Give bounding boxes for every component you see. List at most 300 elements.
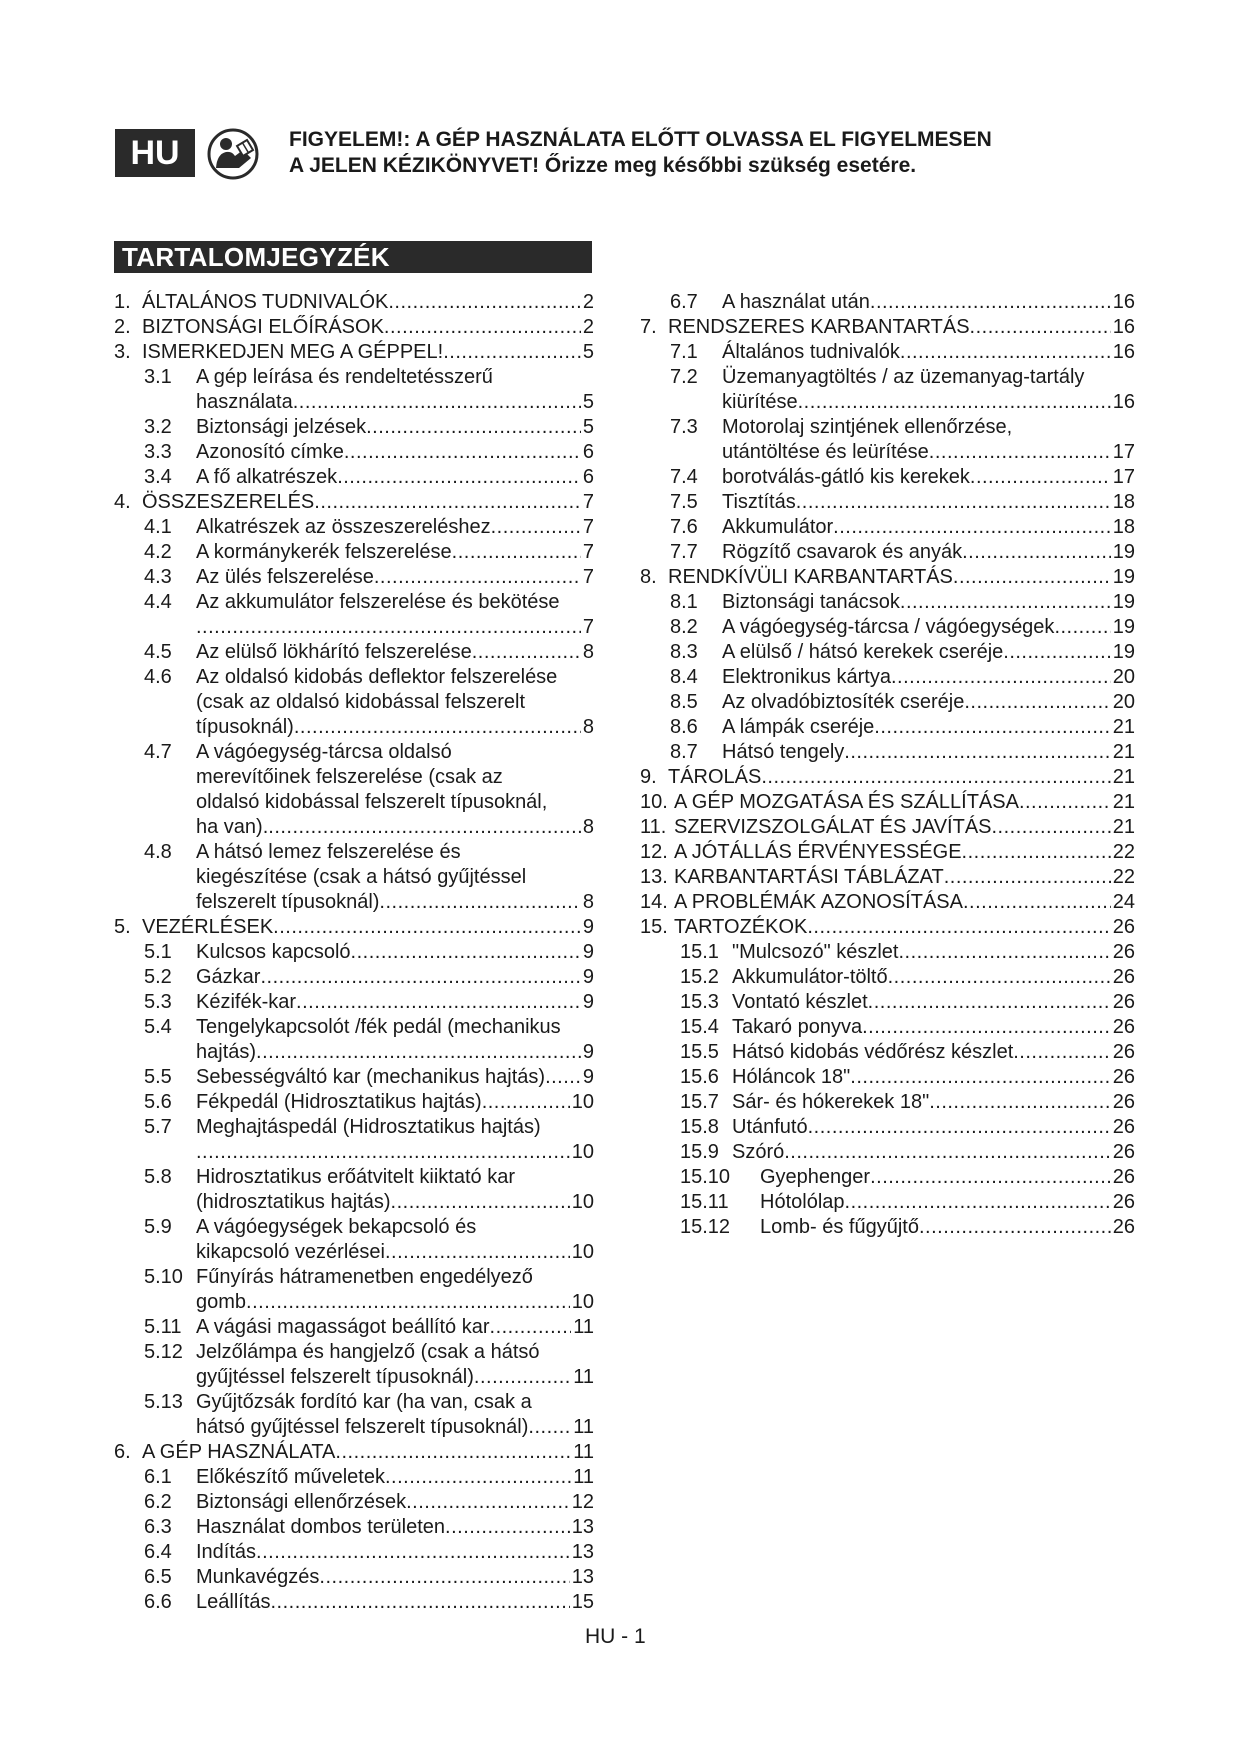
toc-entry-title: RENDSZERES KARBANTARTÁS bbox=[668, 316, 970, 338]
toc-entry[interactable] bbox=[114, 415, 594, 440]
toc-entry-line bbox=[680, 990, 1135, 1015]
toc-entry[interactable] bbox=[640, 840, 1135, 865]
toc-entry[interactable] bbox=[640, 1040, 1135, 1065]
toc-leader-dots bbox=[874, 715, 1110, 740]
toc-entry-title: Használat dombos területen bbox=[196, 1516, 446, 1538]
toc-entry-number: 15.2 bbox=[680, 966, 719, 988]
toc-entry-number: 3.4 bbox=[144, 466, 172, 488]
toc-entry-line bbox=[670, 340, 1135, 365]
toc-entry-number: 6.4 bbox=[144, 1541, 172, 1563]
toc-leader-dots bbox=[385, 1240, 570, 1265]
toc-entry[interactable] bbox=[114, 1315, 594, 1340]
toc-entry-page: 12 bbox=[571, 1491, 594, 1513]
toc-entry-line bbox=[114, 340, 594, 365]
toc-entry-title: Motorolaj szintjének ellenőrzése, bbox=[722, 416, 1013, 438]
toc-entry-line bbox=[144, 1140, 594, 1165]
toc-entry-number: 10. bbox=[640, 791, 668, 813]
toc-leader-dots bbox=[970, 315, 1111, 340]
toc-entry-page: 19 bbox=[1112, 641, 1135, 663]
toc-entry-title: Biztonsági tanácsok bbox=[722, 591, 900, 613]
toc-entry[interactable] bbox=[640, 665, 1135, 690]
toc-leader-dots bbox=[294, 715, 581, 740]
toc-entry-line bbox=[144, 1390, 594, 1415]
toc-entry-line bbox=[144, 390, 594, 415]
toc-entry-line bbox=[144, 1515, 594, 1540]
toc-leader-dots bbox=[862, 1015, 1111, 1040]
toc-entry[interactable] bbox=[640, 865, 1135, 890]
toc-entry-line bbox=[144, 1365, 594, 1390]
toc-entry-title: Biztonsági ellenőrzések bbox=[196, 1491, 407, 1513]
toc-entry-page: 18 bbox=[1112, 491, 1135, 513]
toc-leader-dots bbox=[970, 465, 1111, 490]
toc-entry-number: 5.2 bbox=[144, 966, 172, 988]
toc-entry-title: Azonosító címke bbox=[196, 441, 344, 463]
toc-entry[interactable] bbox=[640, 715, 1135, 740]
toc-entry[interactable] bbox=[114, 915, 594, 940]
toc-entry-page: 16 bbox=[1112, 291, 1135, 313]
toc-entry-title: Alkatrészek az összeszereléshez bbox=[196, 516, 491, 538]
toc-entry[interactable] bbox=[114, 315, 594, 340]
toc-leader-dots bbox=[491, 515, 581, 540]
toc-leader-dots bbox=[870, 1165, 1111, 1190]
toc-leader-dots bbox=[845, 1190, 1111, 1215]
toc-entry-page: 9 bbox=[582, 991, 594, 1013]
toc-entry-number: 7.5 bbox=[670, 491, 698, 513]
toc-entry-number: 6.3 bbox=[144, 1516, 172, 1538]
toc-entry-number: 3.3 bbox=[144, 441, 172, 463]
toc-entry-page: 9 bbox=[582, 941, 594, 963]
toc-leader-dots bbox=[482, 1090, 570, 1115]
toc-entry-line bbox=[680, 1040, 1135, 1065]
toc-entry[interactable] bbox=[640, 1090, 1135, 1115]
toc-entry[interactable] bbox=[114, 1565, 594, 1590]
toc-entry-line bbox=[670, 415, 1135, 440]
toc-entry[interactable] bbox=[114, 565, 594, 590]
toc-entry-title: Elektronikus kártya bbox=[722, 666, 891, 688]
toc-entry-line bbox=[144, 1190, 594, 1215]
toc-leader-dots bbox=[898, 940, 1110, 965]
toc-entry-continuation: gomb bbox=[196, 1291, 247, 1313]
toc-entry[interactable] bbox=[640, 515, 1135, 540]
toc-entry-line bbox=[144, 365, 594, 390]
toc-leader-dots bbox=[271, 1590, 570, 1615]
toc-leader-dots bbox=[379, 890, 580, 915]
toc-entry-number: 8.6 bbox=[670, 716, 698, 738]
toc-leader-dots bbox=[784, 1140, 1111, 1165]
toc-entry-page: 10 bbox=[571, 1191, 594, 1213]
toc-leader-dots bbox=[844, 740, 1110, 765]
toc-entry-page: 8 bbox=[582, 716, 594, 738]
toc-entry-line bbox=[670, 615, 1135, 640]
toc-entry[interactable] bbox=[114, 640, 594, 665]
toc-entry-line bbox=[144, 615, 594, 640]
toc-entry-number: 4.7 bbox=[144, 741, 172, 763]
toc-entry[interactable] bbox=[114, 1515, 594, 1540]
toc-entry-title: Az ülés felszerelése bbox=[196, 566, 374, 588]
toc-entry[interactable] bbox=[114, 1065, 594, 1090]
toc-entry-title: A elülső / hátsó kerekek cseréje bbox=[722, 641, 1004, 663]
toc-entry-page: 11 bbox=[573, 1316, 594, 1338]
toc-entry-page: 9 bbox=[582, 1066, 594, 1088]
toc-leader-dots bbox=[888, 965, 1111, 990]
toc-entry-number: 8.5 bbox=[670, 691, 698, 713]
toc-leader-dots bbox=[963, 890, 1111, 915]
toc-entry-page: 7 bbox=[582, 491, 594, 513]
toc-entry-title: Sebességváltó kar (mechanikus hajtás) bbox=[196, 1066, 546, 1088]
toc-entry[interactable] bbox=[114, 365, 594, 415]
toc-entry-line bbox=[670, 540, 1135, 565]
toc-entry[interactable] bbox=[640, 340, 1135, 365]
toc-leader-dots bbox=[891, 665, 1111, 690]
toc-entry-page: 16 bbox=[1112, 316, 1135, 338]
toc-entry-number: 15.12 bbox=[680, 1216, 731, 1238]
toc-entry-page: 22 bbox=[1112, 866, 1135, 888]
toc-entry[interactable] bbox=[114, 1165, 594, 1215]
toc-entry[interactable] bbox=[114, 1015, 594, 1065]
toc-entry-number: 4. bbox=[114, 491, 131, 513]
toc-entry-title: Hátsó tengely bbox=[722, 741, 845, 763]
toc-entry-number: 3. bbox=[114, 341, 131, 363]
toc-entry[interactable] bbox=[640, 465, 1135, 490]
toc-leader-dots bbox=[246, 1290, 570, 1315]
toc-entry-title: A PROBLÉMÁK AZONOSÍTÁSA bbox=[674, 891, 963, 913]
toc-entry-title: A lámpák cseréje bbox=[722, 716, 875, 738]
toc-entry-line bbox=[670, 390, 1135, 415]
toc-entry[interactable] bbox=[114, 1465, 594, 1490]
toc-entry-number: 6.6 bbox=[144, 1591, 172, 1613]
toc-leader-dots bbox=[944, 865, 1111, 890]
toc-entry-title: Kézifék-kar bbox=[196, 991, 297, 1013]
toc-entry-title: Hóláncok 18" bbox=[732, 1066, 851, 1088]
toc-entry-title: Hótolólap bbox=[760, 1191, 845, 1213]
toc-entry-page: 5 bbox=[582, 391, 594, 413]
toc-entry-page: 26 bbox=[1112, 1141, 1135, 1163]
toc-entry-line bbox=[144, 465, 594, 490]
toc-entry[interactable] bbox=[114, 965, 594, 990]
toc-entry[interactable] bbox=[114, 1590, 594, 1615]
toc-entry[interactable] bbox=[114, 1215, 594, 1265]
toc-leader-dots bbox=[319, 1565, 569, 1590]
toc-entry-line bbox=[144, 1065, 594, 1090]
toc-entry-line bbox=[144, 990, 594, 1015]
toc-entry[interactable] bbox=[640, 290, 1135, 315]
toc-entry-continuation: (hidrosztatikus hajtás) bbox=[196, 1191, 391, 1213]
toc-entry-title: KARBANTARTÁSI TÁBLÁZAT bbox=[674, 866, 944, 888]
toc-entry[interactable] bbox=[640, 615, 1135, 640]
toc-entry-number: 4.1 bbox=[144, 516, 172, 538]
toc-entry-number: 15.3 bbox=[680, 991, 719, 1013]
toc-entry-page: 26 bbox=[1112, 1216, 1135, 1238]
toc-entry[interactable] bbox=[640, 690, 1135, 715]
toc-entry-page: 26 bbox=[1112, 1091, 1135, 1113]
toc-entry-title: Fékpedál (Hidrosztatikus hajtás) bbox=[196, 1091, 482, 1113]
toc-entry-number: 5.7 bbox=[144, 1116, 172, 1138]
toc-entry[interactable] bbox=[114, 540, 594, 565]
toc-entry[interactable] bbox=[640, 940, 1135, 965]
toc-entry[interactable] bbox=[640, 1165, 1135, 1190]
toc-entry[interactable] bbox=[114, 1540, 594, 1565]
toc-entry[interactable] bbox=[640, 540, 1135, 565]
toc-entry-number: 7.6 bbox=[670, 516, 698, 538]
toc-entry-number: 8.1 bbox=[670, 591, 698, 613]
toc-entry[interactable] bbox=[114, 740, 594, 840]
toc-leader-dots bbox=[962, 540, 1111, 565]
toc-entry-number: 4.8 bbox=[144, 841, 172, 863]
toc-entry-page: 5 bbox=[582, 341, 594, 363]
toc-entry-line bbox=[144, 1215, 594, 1240]
toc-entry-number: 6.5 bbox=[144, 1566, 172, 1588]
toc-entry-page: 10 bbox=[571, 1091, 594, 1113]
toc-leader-dots bbox=[1054, 615, 1110, 640]
toc-entry-title: Az akkumulátor felszerelése és bekötése bbox=[196, 591, 560, 613]
toc-leader-dots bbox=[474, 1365, 571, 1390]
toc-leader-dots bbox=[490, 1315, 572, 1340]
warning-line-1: FIGYELEM!: A GÉP HASZNÁLATA ELŐTT OLVASSA EL FIGYELMESEN bbox=[289, 128, 992, 151]
toc-entry[interactable] bbox=[640, 365, 1135, 415]
toc-entry-title: A gép leírása és rendeltetésszerű bbox=[196, 366, 493, 388]
toc-entry-line bbox=[144, 1040, 594, 1065]
toc-entry[interactable] bbox=[640, 640, 1135, 665]
toc-leader-dots bbox=[445, 1515, 570, 1540]
toc-entry-line bbox=[680, 1090, 1135, 1115]
toc-entry-number: 15.10 bbox=[680, 1166, 731, 1188]
toc-entry-title: A vágóegység-tárcsa / vágóegységek bbox=[722, 616, 1055, 638]
toc-leader-dots bbox=[452, 540, 581, 565]
safety-warning bbox=[289, 127, 1129, 179]
toc-entry[interactable] bbox=[114, 940, 594, 965]
toc-leader-dots bbox=[900, 590, 1111, 615]
toc-entry-line bbox=[114, 915, 594, 940]
toc-leader-dots bbox=[344, 440, 581, 465]
toc-entry-number: 15.7 bbox=[680, 1091, 719, 1113]
toc-entry-number: 6.7 bbox=[670, 291, 698, 313]
toc-entry-page: 19 bbox=[1112, 616, 1135, 638]
toc-entry[interactable] bbox=[640, 565, 1135, 590]
toc-entry[interactable] bbox=[640, 1215, 1135, 1240]
toc-entry-number: 6. bbox=[114, 1441, 131, 1463]
toc-entry-number: 7.1 bbox=[670, 341, 698, 363]
toc-entry-title: Kulcsos kapcsoló bbox=[196, 941, 351, 963]
toc-entry-line bbox=[670, 515, 1135, 540]
toc-entry-page: 17 bbox=[1112, 466, 1135, 488]
toc-leader-dots bbox=[256, 1040, 581, 1065]
toc-entry[interactable] bbox=[640, 740, 1135, 765]
toc-entry-line bbox=[680, 1190, 1135, 1215]
toc-entry-line bbox=[144, 840, 594, 865]
toc-leader-dots bbox=[374, 565, 581, 590]
toc-entry[interactable] bbox=[114, 515, 594, 540]
toc-entry[interactable] bbox=[640, 890, 1135, 915]
toc-entry[interactable] bbox=[640, 765, 1135, 790]
toc-entry-page: 21 bbox=[1112, 741, 1135, 763]
toc-entry[interactable] bbox=[640, 1065, 1135, 1090]
toc-entry-continuation: utántöltése és leürítése bbox=[722, 441, 929, 463]
toc-entry-page: 26 bbox=[1112, 966, 1135, 988]
toc-entry-page: 7 bbox=[582, 616, 594, 638]
toc-leader-dots bbox=[443, 340, 581, 365]
toc-entry-line bbox=[114, 490, 594, 515]
toc-leader-dots bbox=[962, 840, 1111, 865]
toc-entry[interactable] bbox=[114, 1115, 594, 1165]
toc-entry-continuation: hátsó gyűjtéssel felszerelt típusoknál) bbox=[196, 1416, 529, 1438]
toc-entry-number: 7.3 bbox=[670, 416, 698, 438]
toc-entry[interactable] bbox=[114, 465, 594, 490]
toc-entry-page: 20 bbox=[1112, 666, 1135, 688]
toc-entry-line bbox=[144, 515, 594, 540]
toc-entry-continuation: kiürítése bbox=[722, 391, 798, 413]
toc-entry-line bbox=[144, 1415, 594, 1440]
toc-leader-dots bbox=[833, 515, 1111, 540]
toc-leader-dots bbox=[964, 690, 1110, 715]
toc-entry[interactable] bbox=[640, 490, 1135, 515]
toc-entry-continuation: kiegészítése (csak a hátsó gyűjtéssel bbox=[196, 866, 527, 888]
toc-entry[interactable] bbox=[640, 1015, 1135, 1040]
toc-entry-title: Általános tudnivalók bbox=[722, 341, 900, 363]
toc-entry-page: 26 bbox=[1112, 916, 1135, 938]
toc-entry-line bbox=[144, 1240, 594, 1265]
toc-entry-page: 21 bbox=[1112, 816, 1135, 838]
toc-entry[interactable] bbox=[640, 990, 1135, 1015]
toc-entry-line bbox=[144, 815, 594, 840]
toc-entry-page: 15 bbox=[571, 1591, 594, 1613]
toc-entry-number: 15.4 bbox=[680, 1016, 719, 1038]
toc-entry[interactable] bbox=[114, 1090, 594, 1115]
toc-entry-line bbox=[680, 1140, 1135, 1165]
toc-entry-title: Gyephenger bbox=[760, 1166, 871, 1188]
toc-entry[interactable] bbox=[640, 790, 1135, 815]
toc-entry-page: 11 bbox=[573, 1366, 594, 1388]
toc-entry[interactable] bbox=[114, 290, 594, 315]
toc-entry-page: 7 bbox=[582, 541, 594, 563]
toc-entry-title: Meghajtáspedál (Hidrosztatikus hajtás) bbox=[196, 1116, 541, 1138]
toc-entry-page: 11 bbox=[573, 1466, 594, 1488]
toc-entry-number: 7.4 bbox=[670, 466, 698, 488]
toc-entry-line bbox=[670, 715, 1135, 740]
toc-entry-line bbox=[640, 865, 1135, 890]
toc-leader-dots bbox=[260, 965, 580, 990]
toc-entry[interactable] bbox=[640, 590, 1135, 615]
toc-entry[interactable] bbox=[640, 1140, 1135, 1165]
toc-entry[interactable] bbox=[640, 815, 1135, 840]
toc-leader-dots bbox=[1019, 790, 1111, 815]
language-badge: HU bbox=[115, 129, 195, 177]
toc-leader-dots bbox=[798, 390, 1111, 415]
toc-entry-line bbox=[144, 1490, 594, 1515]
toc-entry-number: 4.2 bbox=[144, 541, 172, 563]
toc-entry-line bbox=[144, 1590, 594, 1615]
toc-entry[interactable] bbox=[640, 1115, 1135, 1140]
toc-entry[interactable] bbox=[114, 590, 594, 640]
toc-entry-title: TARTOZÉKOK bbox=[674, 916, 808, 938]
toc-entry-title: A használat után bbox=[722, 291, 870, 313]
toc-entry[interactable] bbox=[114, 1265, 594, 1315]
toc-leader-dots bbox=[528, 1415, 571, 1440]
toc-leader-dots bbox=[472, 640, 581, 665]
toc-entry-number: 11. bbox=[640, 816, 667, 838]
toc-entry-number: 5.9 bbox=[144, 1216, 172, 1238]
toc-entry[interactable] bbox=[114, 490, 594, 515]
toc-entry-number: 6.1 bbox=[144, 1466, 172, 1488]
toc-entry[interactable] bbox=[640, 965, 1135, 990]
warning-line-2: A JELEN KÉZIKÖNYVET! Őrizze meg későbbi szükség esetére. bbox=[289, 154, 917, 177]
toc-entry-number: 5.4 bbox=[144, 1016, 172, 1038]
toc-leader-dots bbox=[273, 915, 581, 940]
toc-entry[interactable] bbox=[114, 665, 594, 740]
toc-entry-line bbox=[640, 815, 1135, 840]
toc-entry-continuation: használata bbox=[196, 391, 293, 413]
toc-entry-line bbox=[144, 940, 594, 965]
toc-entry[interactable] bbox=[114, 840, 594, 915]
toc-entry[interactable] bbox=[114, 1390, 594, 1440]
toc-entry-title: A hátsó lemez felszerelése és bbox=[196, 841, 461, 863]
toc-entry-number: 1. bbox=[114, 291, 131, 313]
toc-entry-title: Leállítás bbox=[196, 1591, 271, 1613]
toc-entry-continuation: kikapcsoló vezérlései bbox=[196, 1241, 385, 1263]
page-header bbox=[115, 124, 1125, 194]
toc-entry-line bbox=[640, 840, 1135, 865]
toc-entry[interactable] bbox=[114, 340, 594, 365]
toc-entry-page: 10 bbox=[571, 1291, 594, 1313]
toc-leader-dots bbox=[929, 440, 1111, 465]
toc-entry-line bbox=[144, 640, 594, 665]
toc-entry-title: Előkészítő műveletek bbox=[196, 1466, 385, 1488]
toc-entry-line bbox=[670, 665, 1135, 690]
toc-entry[interactable] bbox=[640, 915, 1135, 940]
toc-entry-title: A GÉP MOZGATÁSA ÉS SZÁLLÍTÁSA bbox=[674, 791, 1019, 813]
toc-entry[interactable] bbox=[114, 1340, 594, 1390]
toc-entry[interactable] bbox=[640, 315, 1135, 340]
toc-entry-line bbox=[670, 740, 1135, 765]
toc-leader-dots bbox=[1003, 640, 1110, 665]
toc-entry-title: A kormánykerék felszerelése bbox=[196, 541, 452, 563]
toc-entry-page: 26 bbox=[1112, 1191, 1135, 1213]
toc-entry[interactable] bbox=[114, 440, 594, 465]
toc-entry-line bbox=[144, 1315, 594, 1340]
toc-leader-dots bbox=[406, 1490, 570, 1515]
toc-entry-page: 26 bbox=[1112, 941, 1135, 963]
toc-entry-title: A vágási magasságot beállító kar bbox=[196, 1316, 490, 1338]
toc-left-column bbox=[114, 290, 594, 1615]
toc-entry-page: 19 bbox=[1112, 541, 1135, 563]
toc-entry-page: 26 bbox=[1112, 1016, 1135, 1038]
toc-entry-number: 4.5 bbox=[144, 641, 172, 663]
toc-entry-title: Munkavégzés bbox=[196, 1566, 320, 1588]
toc-entry-number: 12. bbox=[640, 841, 668, 863]
toc-leader-dots bbox=[196, 1140, 570, 1165]
toc-entry-number: 15.11 bbox=[680, 1191, 729, 1213]
toc-entry-line bbox=[144, 1465, 594, 1490]
toc-entry[interactable] bbox=[640, 1190, 1135, 1215]
toc-entry-number: 3.2 bbox=[144, 416, 172, 438]
toc-leader-dots bbox=[900, 340, 1111, 365]
toc-entry-number: 4.4 bbox=[144, 591, 172, 613]
toc-entry[interactable] bbox=[114, 1440, 594, 1465]
toc-entry-number: 15. bbox=[640, 916, 668, 938]
toc-entry[interactable] bbox=[114, 990, 594, 1015]
toc-entry-continuation: hajtás) bbox=[196, 1041, 257, 1063]
toc-leader-dots bbox=[796, 490, 1111, 515]
toc-entry-title: Lomb- és fűgyűjtő bbox=[760, 1216, 919, 1238]
toc-entry[interactable] bbox=[640, 415, 1135, 465]
toc-entry-page: 7 bbox=[582, 516, 594, 538]
toc-entry-page: 5 bbox=[582, 416, 594, 438]
toc-entry-page: 6 bbox=[582, 466, 594, 488]
toc-entry-title: Tengelykapcsolót /fék pedál (mechanikus bbox=[196, 1016, 561, 1038]
toc-entry-line bbox=[144, 415, 594, 440]
toc-leader-dots bbox=[807, 915, 1110, 940]
toc-entry[interactable] bbox=[114, 1490, 594, 1515]
toc-entry-line bbox=[144, 1540, 594, 1565]
